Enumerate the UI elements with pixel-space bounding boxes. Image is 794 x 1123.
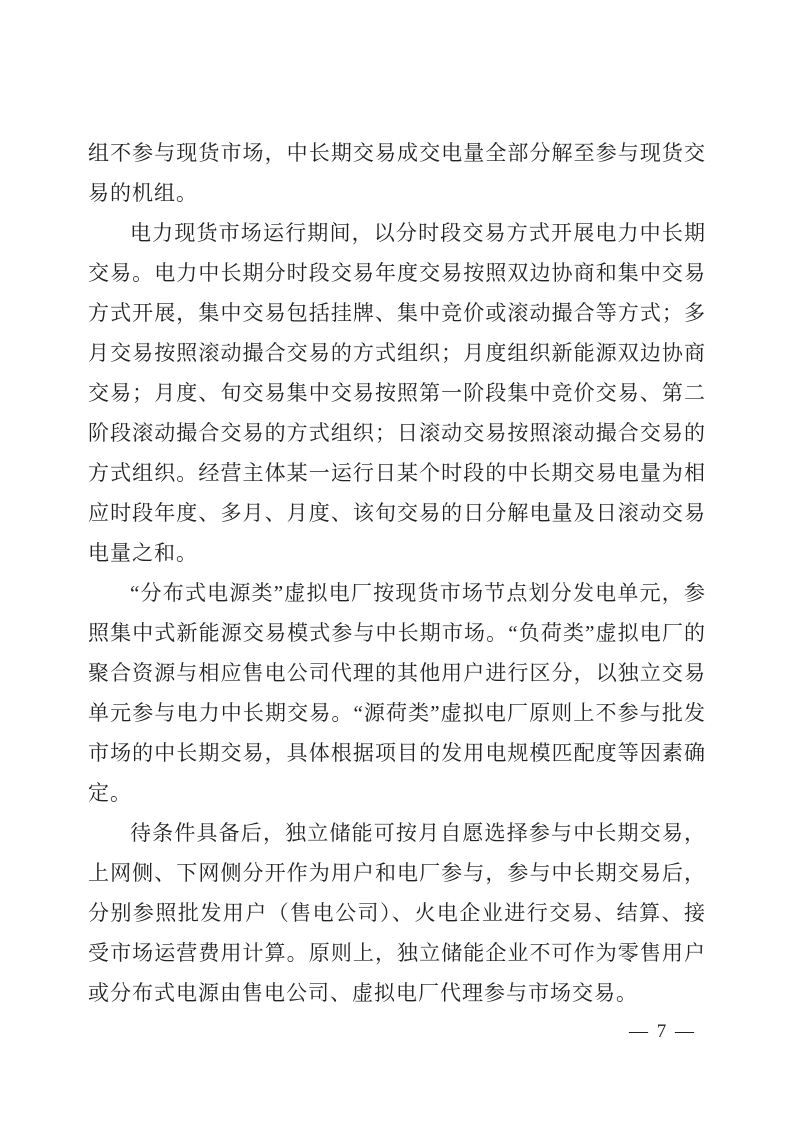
paragraph-virtual-power-plant: “分布式电源类”虚拟电厂按现货市场节点划分发电单元，参照集中式新能源交易模式参与中长期市场。“负荷类”虚拟电厂的聚合资源与相应售电公司代理的其他用户进行区分，以独立交易单元参与电力中长期交易。“源荷类”虚拟电厂原则上不参与批发市场的中长期交易，具体根据项目的发用电规模匹配度等因素确定。 — [88, 581, 706, 805]
page-number: — 7 — — [629, 1021, 696, 1042]
paragraph-continuation: 组不参与现货市场，中长期交易成交电量全部分解至参与现货交易的机组。 — [88, 141, 706, 205]
paragraph-midlongterm-trading: 电力现货市场运行期间，以分时段交易方式开展电力中长期交易。电力中长期分时段交易年度交易按照双边协商和集中交易方式开展，集中交易包括挂牌、集中竞价或滚动撮合等方式；多月交易按照滚动撮合交易的方式组织；月度组织新能源双边协商交易；月度、旬交易集中交易按照第一阶段集中竞价交易、第二阶段滚动撮合交易的方式组织；日滚动交易按照滚动撮合交易的方式组织。经营主体某一运行日某个时段的中长期交易电量为相应时段年度、多月、月度、该旬交易的日分解电量及日滚动交易电量之和。 — [88, 221, 706, 565]
paragraph-independent-storage: 待条件具备后，独立储能可按月自愿选择参与中长期交易，上网侧、下网侧分开作为用户和电厂参与，参与中长期交易后，分别参照批发用户（售电公司）、火电企业进行交易、结算、接受市场运营费用计算。原则上，独立储能企业不可作为零售用户或分布式电源由售电公司、虚拟电厂代理参与市场交易。 — [88, 821, 706, 1005]
document-body — [88, 133, 706, 1013]
